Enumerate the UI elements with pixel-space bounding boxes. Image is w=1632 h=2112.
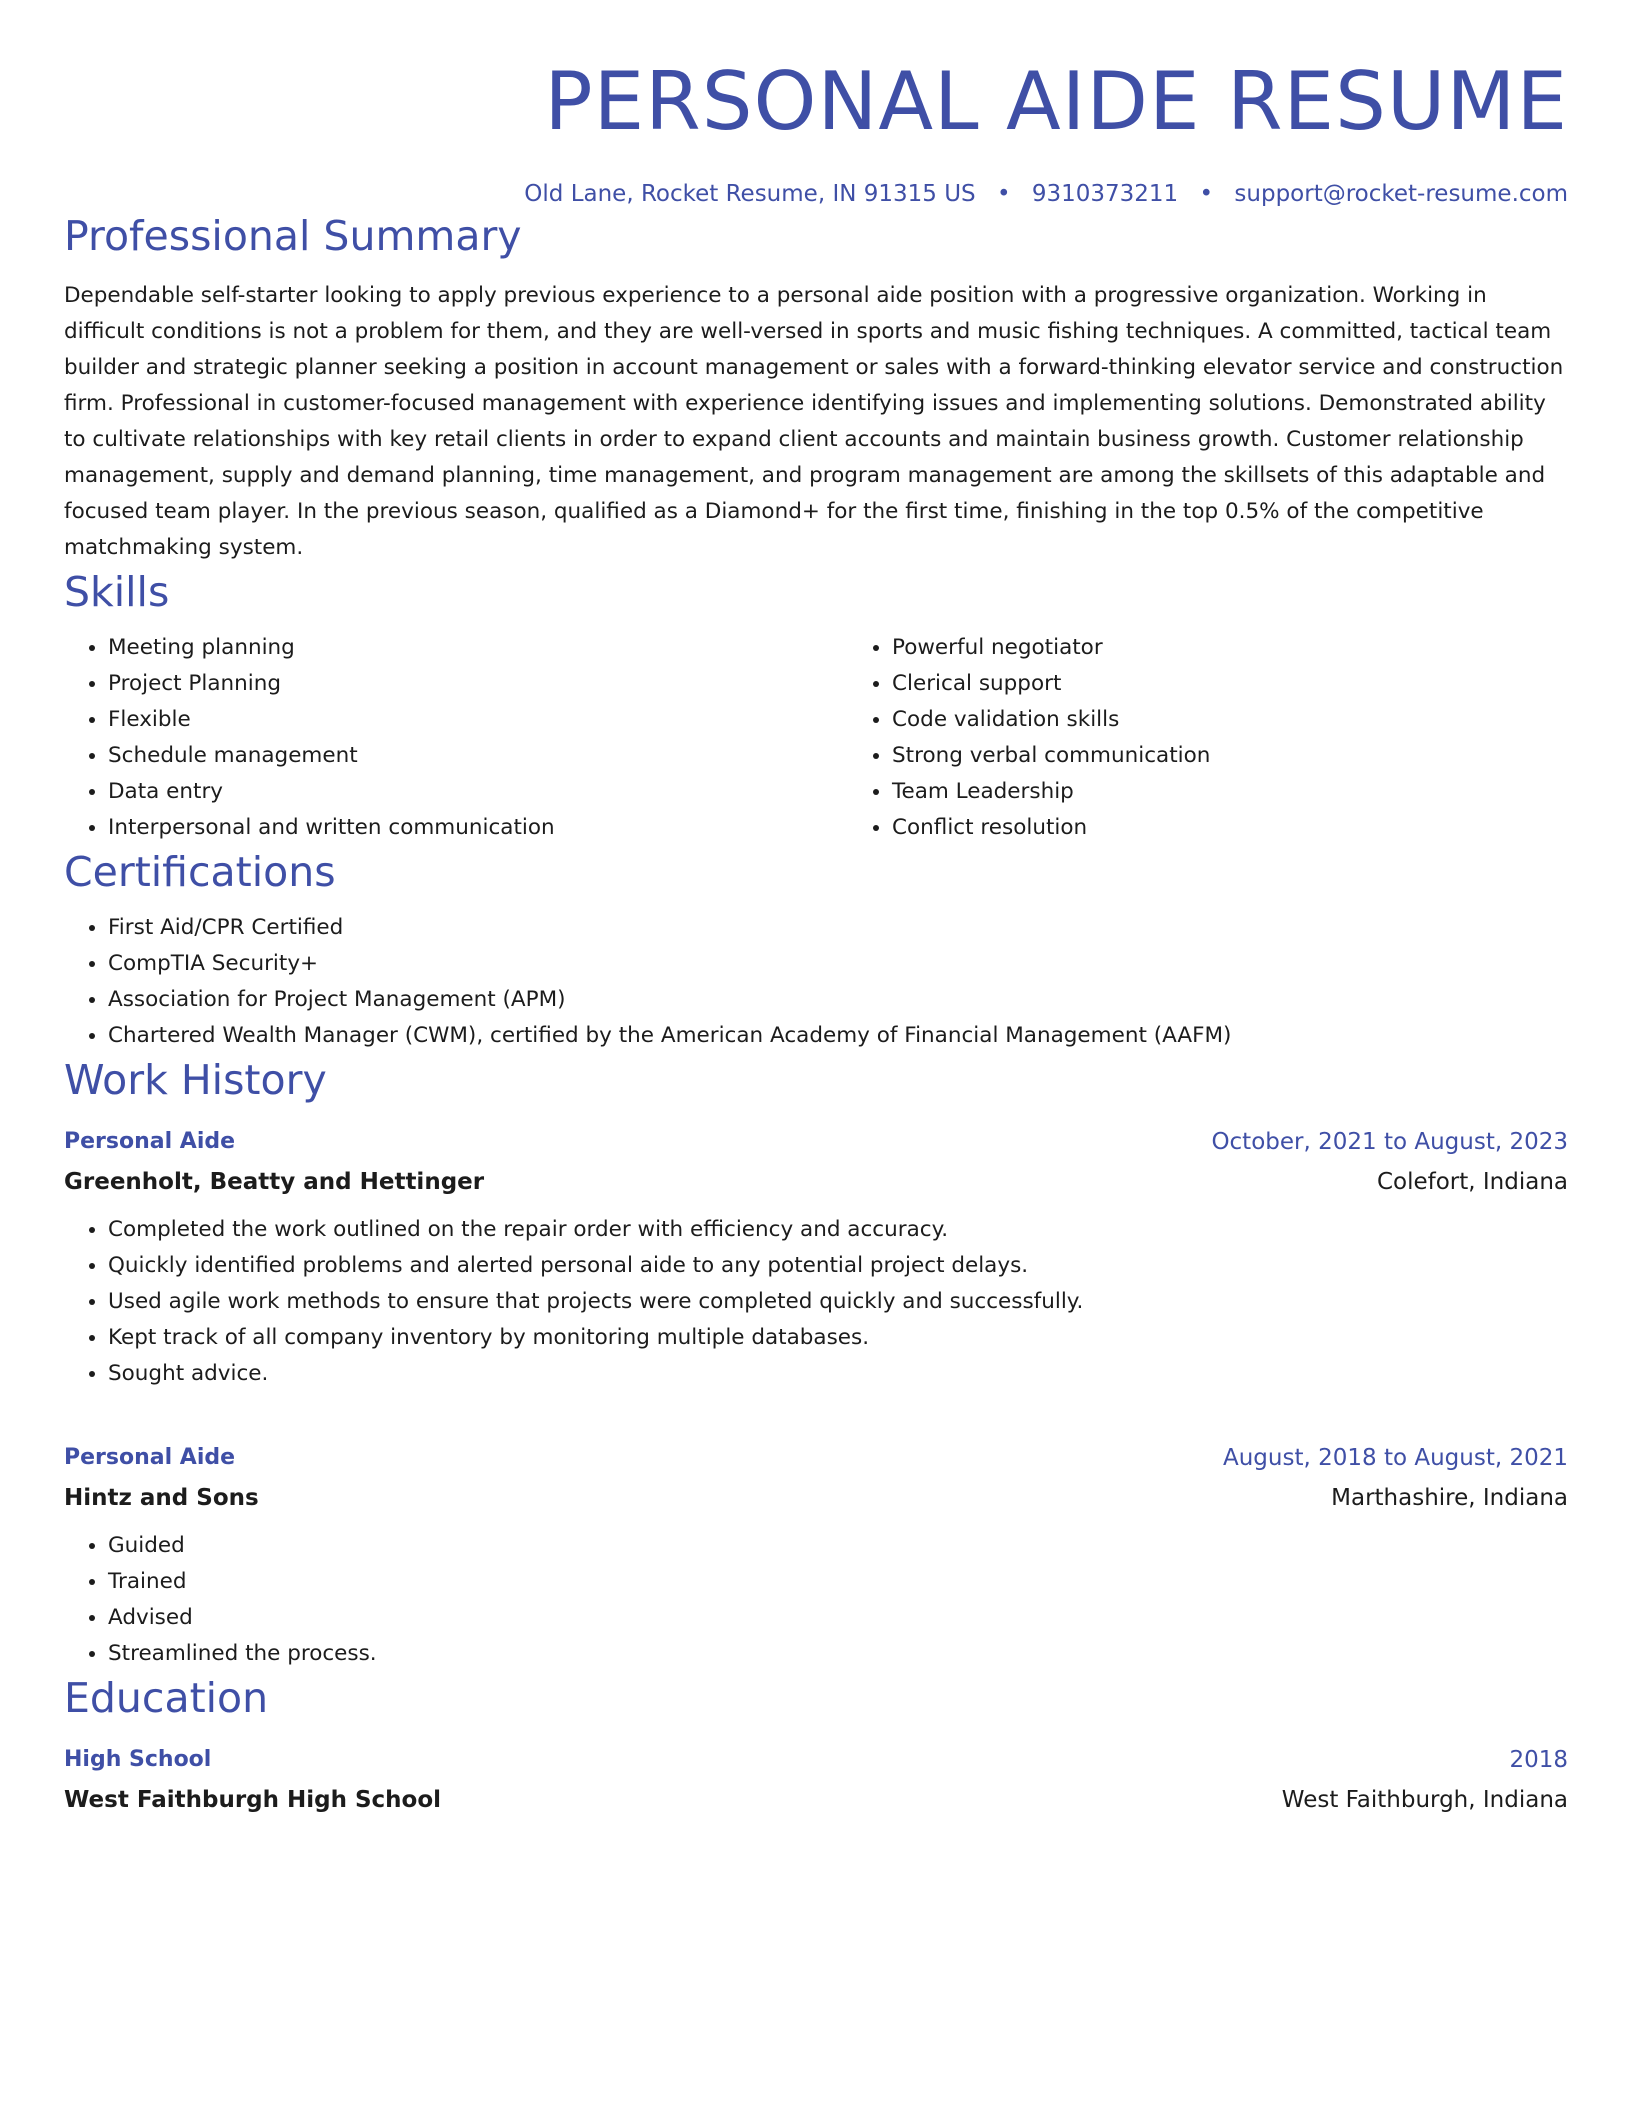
job-bullet: • Streamlined the process.: [108, 1636, 1568, 1672]
skills-heading: Skills: [64, 568, 170, 616]
skill-item: • Strong verbal communication: [892, 738, 1568, 774]
skills-list-left: [64, 630, 848, 846]
skill-item: • Project Planning: [108, 666, 848, 702]
resume-title: PERSONAL AIDE RESUME: [544, 55, 1568, 148]
job-entry: [64, 1438, 1568, 1672]
job-title: Personal Aide: [64, 1129, 236, 1154]
job-location: Marthashire, Indiana: [1331, 1485, 1568, 1511]
job-entry: [64, 1122, 1568, 1392]
job-bullet: • Trained: [108, 1564, 1568, 1600]
job-bullets: [64, 1528, 1568, 1672]
job-title-row: [64, 1438, 1568, 1478]
skill-item: • Interpersonal and written communication: [108, 810, 848, 846]
skill-item: • Flexible: [108, 702, 848, 738]
education-heading: Education: [64, 1674, 269, 1722]
certification-item: • Chartered Wealth Manager (CWM), certified by the American Academy of Financial Management (AAFM): [108, 1018, 1568, 1054]
skill-item: • Powerful negotiator: [892, 630, 1568, 666]
job-bullets: [64, 1212, 1568, 1392]
skill-item: • Conflict resolution: [892, 810, 1568, 846]
job-bullet: • Used agile work methods to ensure that projects were completed quickly and successfully.: [108, 1284, 1568, 1320]
contact-address: Old Lane, Rocket Resume, IN 91315 US: [524, 181, 976, 207]
education-year: 2018: [1509, 1747, 1568, 1773]
skill-item: • Clerical support: [892, 666, 1568, 702]
contact-phone: 9310373211: [1031, 181, 1179, 207]
education-entry: [64, 1740, 1568, 1820]
summary-heading: Professional Summary: [64, 212, 522, 260]
education-location: West Faithburgh, Indiana: [1281, 1787, 1568, 1813]
resume-header: [64, 0, 1568, 210]
education-org-row: [64, 1780, 1568, 1820]
certifications-heading: Certifications: [64, 848, 336, 896]
work-history-heading: Work History: [64, 1056, 327, 1104]
job-location: Colefort, Indiana: [1376, 1169, 1568, 1195]
certification-item: • First Aid/CPR Certified: [108, 910, 1568, 946]
certification-item: • CompTIA Security+: [108, 946, 1568, 982]
summary-text: Dependable self-starter looking to apply previous experience to a personal aide position with a progressive organization. Working in difficult conditions is not a problem for them, and they are well-versed in sports and music fishing techniques. A committed, tactical team builder and strategic planner seeking a position in account management or sales with a forward-thinking elevator service and construction firm. Professional in customer-focused management with experience identifying issues and implementing solutions. Demonstrated ability to cultivate relationships with key retail clients in order to expand client accounts and maintain business growth. Customer relationship management, supply and demand planning, time management, and program management are among the skillsets of this adaptable and focused team player. In the previous season, qualified as a Diamond+ for the first time, finishing in the top 0.5% of the competitive matchmaking system.: [64, 283, 1564, 560]
certifications-list: [64, 910, 1568, 1054]
job-company: Greenholt, Beatty and Hettinger: [64, 1169, 485, 1195]
education-title-row: [64, 1740, 1568, 1780]
job-company: Hintz and Sons: [64, 1485, 259, 1511]
job-bullet: • Sought advice.: [108, 1356, 1568, 1392]
certification-item: • Association for Project Management (APM): [108, 982, 1568, 1018]
contact-separator: •: [1199, 181, 1214, 207]
job-org-row: [64, 1478, 1568, 1518]
job-dates: August, 2018 to August, 2021: [1223, 1445, 1568, 1471]
skills-list-right: [848, 630, 1568, 846]
skill-item: • Meeting planning: [108, 630, 848, 666]
job-bullet: • Guided: [108, 1528, 1568, 1564]
job-dates: October, 2021 to August, 2023: [1211, 1129, 1568, 1155]
contact-email[interactable]: support@rocket-resume.com: [1234, 181, 1568, 207]
skills-grid: [64, 630, 1568, 846]
job-bullet: • Kept track of all company inventory by monitoring multiple databases.: [108, 1320, 1568, 1356]
education-school: West Faithburgh High School: [64, 1787, 442, 1813]
skill-item: • Data entry: [108, 774, 848, 810]
skill-item: • Code validation skills: [892, 702, 1568, 738]
education-degree: High School: [64, 1747, 212, 1772]
contact-separator: •: [996, 181, 1011, 207]
skill-item: • Schedule management: [108, 738, 848, 774]
job-org-row: [64, 1162, 1568, 1202]
job-title: Personal Aide: [64, 1445, 236, 1470]
job-title-row: [64, 1122, 1568, 1162]
job-bullet: • Quickly identified problems and alerted personal aide to any potential project delays.: [108, 1248, 1568, 1284]
skill-item: • Team Leadership: [892, 774, 1568, 810]
contact-line: [64, 178, 1568, 210]
job-bullet: • Advised: [108, 1600, 1568, 1636]
job-bullet: • Completed the work outlined on the repair order with efficiency and accuracy.: [108, 1212, 1568, 1248]
